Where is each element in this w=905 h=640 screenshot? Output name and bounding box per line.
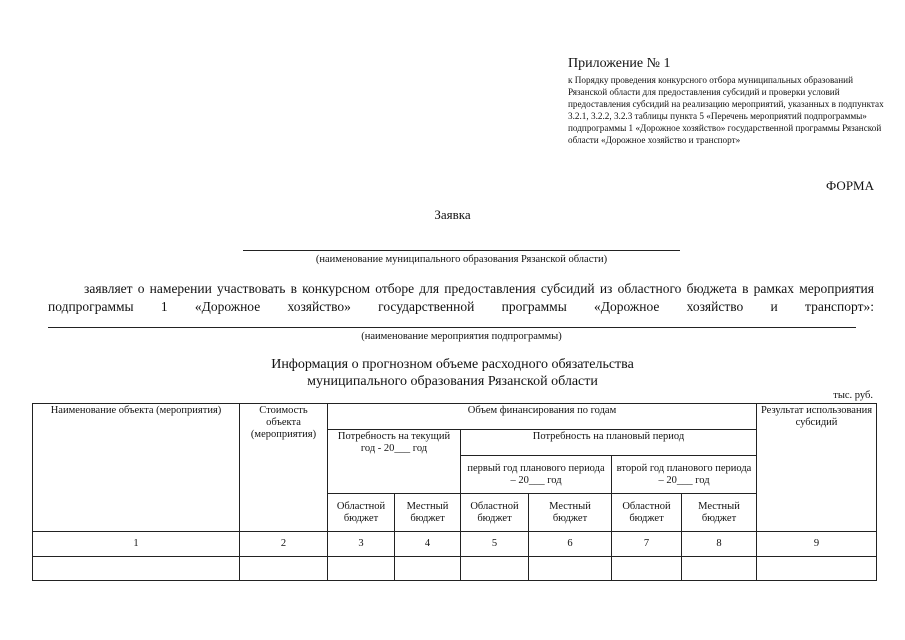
table-row [33,557,877,581]
empty-cell [682,557,757,581]
empty-cell [33,557,240,581]
header-regional-budget: Областной бюджет [612,494,682,532]
column-number: 3 [328,532,395,557]
document-title: Заявка [434,207,471,222]
header-result: Результат использования субсидий [757,404,877,532]
empty-cell [757,557,877,581]
column-number: 8 [682,532,757,557]
column-number: 2 [240,532,328,557]
header-second-year: второй год планового периода – 20___ год [612,456,757,494]
municipality-line [243,250,680,251]
header-local-budget: Местный бюджет [395,494,461,532]
empty-cell [461,557,529,581]
header-volume: Объем финансирования по годам [328,404,757,430]
column-number: 6 [529,532,612,557]
empty-cell [395,557,461,581]
column-number: 5 [461,532,529,557]
column-number: 9 [757,532,877,557]
appendix-title: Приложение № 1 [568,56,671,71]
header-regional-budget: Областной бюджет [461,494,529,532]
municipality-caption: (наименование муниципального образования Рязанской области) [315,254,608,265]
header-local-budget: Местный бюджет [529,494,612,532]
activity-caption: (наименование мероприятия подпрограммы) [361,331,562,342]
header-regional-budget: Областной бюджет [328,494,395,532]
activity-line [48,327,856,328]
column-number: 4 [395,532,461,557]
header-object-name: Наименование объекта (мероприятия) [33,404,240,532]
appendix-text: к Порядку проведения конкурсного отбора муниципальных образований Рязанской области для предоставления субсидий и проверки условий предоставления субсидий на реализацию мероприятий, указанных в подпунктах 3.2.1, 3.2.2, 3.2.3 таблицы пункта 5 «Перечень мероприятий подпрограммы» подпрограммы 1 «Дорожное хозяйство» государственной программы Рязанской области «Дорожное хозяйство и транспорт» [568,75,884,145]
form-label: ФОРМА [826,178,874,193]
empty-cell [328,557,395,581]
header-cost: Стоимость объекта (мероприятия) [240,404,328,532]
empty-cell [529,557,612,581]
header-current-year: Потребность на текущий год - 20___ год [328,430,461,494]
column-number: 7 [612,532,682,557]
header-local-budget: Местный бюджет [682,494,757,532]
info-title-line1: Информация о прогнозном объеме расходного обязательства [271,357,634,372]
header-first-year: первый год планового периода – 20___ год [461,456,612,494]
column-number: 1 [33,532,240,557]
info-title-line2: муниципального образования Рязанской области [307,374,598,389]
empty-cell [612,557,682,581]
unit-label: тыс. руб. [833,390,873,401]
statement-text: заявляет о намерении участвовать в конкурсном отборе для предоставления субсидий из областного бюджета в рамках мероприятия подпрограммы 1 «Дорожное хозяйство» государственной программы «Дорожное хозяйство и транспорт»: [48,281,874,314]
column-numbers-row [33,532,877,557]
info-title [0,356,905,390]
header-planned-period: Потребность на плановый период [461,430,757,456]
empty-cell [240,557,328,581]
financing-table [32,403,877,581]
